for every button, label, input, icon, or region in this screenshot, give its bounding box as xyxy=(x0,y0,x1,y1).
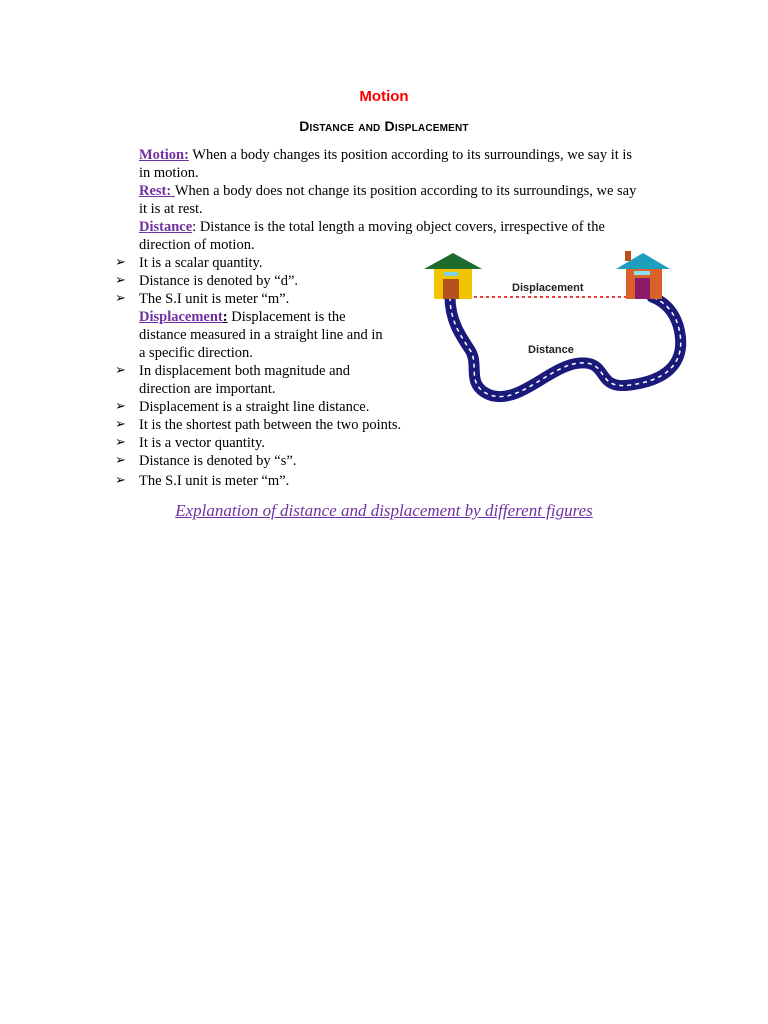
list-item: ➢ It is a scalar quantity. xyxy=(115,255,263,271)
distance-displacement-figure xyxy=(420,245,700,415)
left-house-icon xyxy=(424,253,482,299)
distance-text-2: direction of motion. xyxy=(139,237,255,253)
motion-term: Motion: xyxy=(139,147,189,163)
page-title: Motion xyxy=(359,88,409,105)
list-item: ➢ The S.I unit is meter “m”. xyxy=(115,291,290,307)
displacement-colon: : xyxy=(222,309,228,325)
displacement-term: Displacement xyxy=(139,309,223,325)
arrow-bullet-icon: ➢ xyxy=(115,363,126,378)
page-subtitle: Distance and Displacement xyxy=(299,118,469,134)
right-house-icon xyxy=(616,251,670,299)
motion-text: When a body changes its position according to its surroundings, we say it is xyxy=(188,147,633,163)
distance-label: Distance xyxy=(528,344,574,356)
rest-text-2: it is at rest. xyxy=(139,201,203,217)
rest-text: When a body does not change its position according to its surroundings, we say xyxy=(174,183,637,199)
rest-term: Rest: xyxy=(139,183,175,199)
distance-bullet-list xyxy=(115,254,298,308)
distance-text: : Distance is the total length a moving object covers, irrespective of the xyxy=(192,219,605,235)
arrow-bullet-icon: ➢ xyxy=(115,291,126,306)
motion-definition xyxy=(139,146,679,182)
arrow-bullet-icon: ➢ xyxy=(115,417,126,432)
list-item: ➢ It is a vector quantity. xyxy=(115,435,265,451)
distance-term: Distance xyxy=(139,219,193,235)
arrow-bullet-icon: ➢ xyxy=(115,255,126,270)
list-item: ➢ It is the shortest path between the two points. xyxy=(115,417,402,433)
displacement-definition: Displacement: Displacement is the distance measured in a straight line and in a specific direction. xyxy=(139,309,383,361)
arrow-bullet-icon: ➢ xyxy=(115,435,126,450)
arrow-bullet-icon: ➢ xyxy=(115,273,126,288)
list-item: ➢ The S.I unit is meter “m”. xyxy=(115,473,290,489)
figure-caption: Explanation of distance and displacement by different figures xyxy=(175,501,593,520)
list-item: ➢ Distance is denoted by “s”. xyxy=(115,453,297,469)
list-item: ➢ Distance is denoted by “d”. xyxy=(115,273,299,289)
displacement-label: Displacement xyxy=(512,282,584,294)
arrow-bullet-icon: ➢ xyxy=(115,453,126,468)
list-item: ➢ Displacement is a straight line distance. xyxy=(115,399,370,415)
arrow-bullet-icon: ➢ xyxy=(115,473,126,488)
displacement-bullet-list xyxy=(115,362,401,490)
rest-definition xyxy=(139,182,679,218)
arrow-bullet-icon: ➢ xyxy=(115,399,126,414)
list-item: ➢ In displacement both magnitude and direction are important. xyxy=(115,363,351,397)
motion-text-2: in motion. xyxy=(139,165,199,181)
